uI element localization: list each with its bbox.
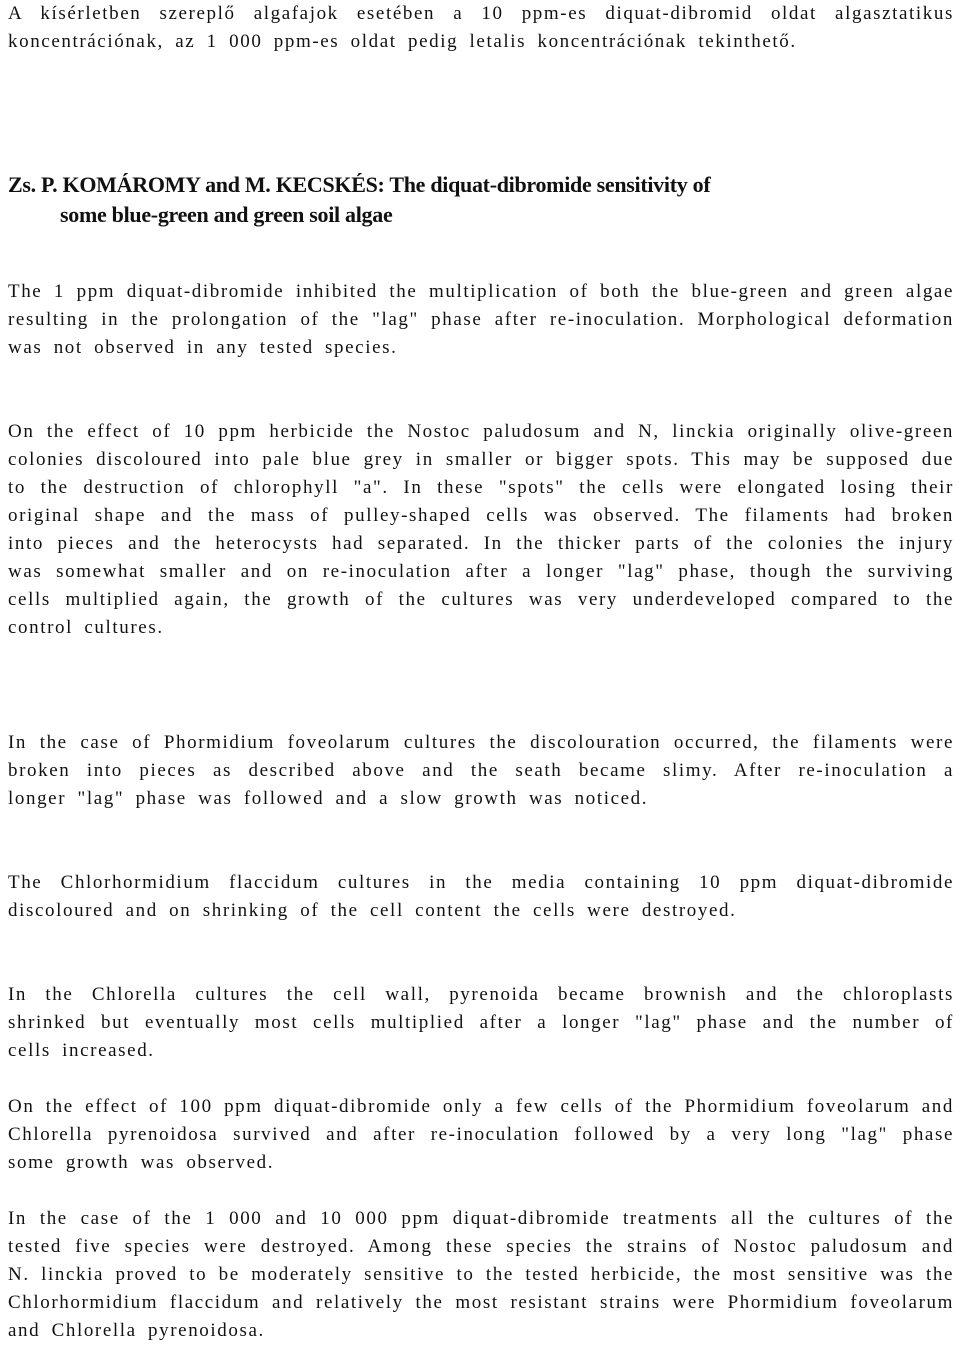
paper-title	[8, 170, 954, 230]
paper-authors: Zs. P. KOMÁROMY and M. KECSKÉS:	[8, 172, 385, 197]
paragraph-6: On the effect of 100 ppm diquat-dibromide only a few cells of the Phormidium foveolarum and Chlorella pyrenoidosa survived and after re-inoculation followed by a very long "lag" phase some growth was observed.	[8, 1096, 954, 1173]
hungarian-summary: A kísérletben szereplő algafajok esetében a 10 ppm-es diquat-dibromid oldat algasztatikus koncentrációnak, az 1 000 ppm-es oldat pedig letalis koncentrációnak tekinthető.	[8, 3, 954, 52]
paragraph-7: In the case of the 1 000 and 10 000 ppm diquat-dibromide treatments all the cultures of the tested five species were destroyed. Among these species the strains of Nostoc paludosum and N. linckia proved to be moderately sensitive to the tested herbicide, the most sensitive was the Chlorhormidium flaccidum and relatively the most resistant strains were Phormidium foveolarum and Chlorella pyrenoidosa.	[8, 1208, 954, 1341]
paper-title-part1: The diquat-dibromide sensitivity of	[389, 172, 711, 197]
paragraph-2: On the effect of 10 ppm herbicide the Nostoc paludosum and N, linckia originally olive-green colonies discoloured into pale blue grey in smaller or bigger spots. This may be supposed due to the destruction of chlorophyll "a". In these "spots" the cells were elongated losing their original shape and the mass of pulley-shaped cells was observed. The filaments had broken into pieces and the heterocysts had separated. In the thicker parts of the colonies the injury was somewhat smaller and on re-inoculation after a longer "lag" phase, though the surviving cells multiplied again, the growth of the cultures was very underdeveloped compared to the control cultures.	[8, 421, 954, 638]
paragraph-3: In the case of Phormidium foveolarum cultures the discolouration occurred, the filaments were broken into pieces as described above and the seath became slimy. After re-inoculation a longer "lag" phase was followed and a slow growth was noticed.	[8, 732, 954, 809]
paragraph-5: In the Chlorella cultures the cell wall, pyrenoida became brownish and the chloroplasts shrinked but eventually most cells multiplied after a longer "lag" phase and the number of cells increased.	[8, 984, 954, 1061]
paragraph-4: The Chlorhormidium flaccidum cultures in the media containing 10 ppm diquat-dibromide discoloured and on shrinking of the cell content the cells were destroyed.	[8, 872, 954, 921]
paper-title-part2: some blue-green and green soil algae	[60, 202, 393, 227]
paragraph-1: The 1 ppm diquat-dibromide inhibited the multiplication of both the blue-green and green algae resulting in the prolongation of the "lag" phase after re-inoculation. Morphological deformation was not observed in any tested species.	[8, 281, 954, 358]
